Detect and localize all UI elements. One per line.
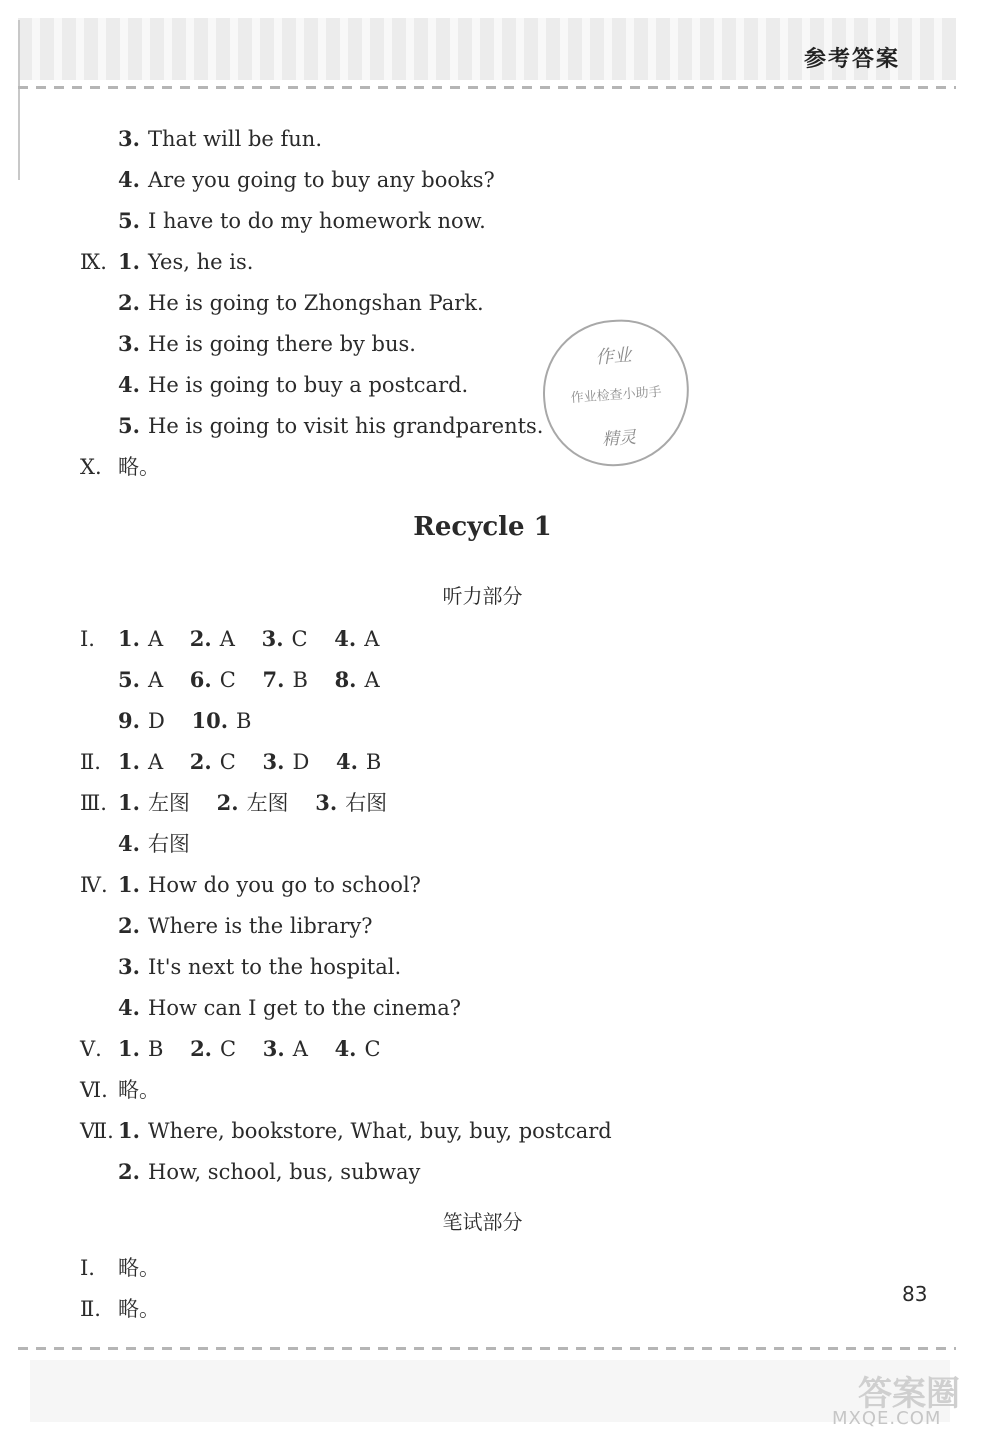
item-answer: 右图 — [345, 791, 388, 815]
answer-line — [118, 372, 468, 398]
item-text: How, school, bus, subway — [148, 1160, 421, 1184]
answer-line — [118, 954, 401, 980]
item-number: 4. — [334, 1036, 357, 1061]
section-number-l7: Ⅶ. — [80, 1119, 114, 1143]
answer-row — [118, 626, 399, 652]
section-number-l1: Ⅰ. — [80, 627, 95, 651]
item-number: 2. — [216, 790, 239, 815]
item-number: 2. — [118, 290, 140, 315]
item-number: 8. — [334, 667, 357, 692]
item-number: 3. — [118, 331, 140, 356]
item-text: Where is the library? — [148, 914, 373, 938]
item-text: I have to do my homework now. — [148, 209, 486, 233]
item-number: 1. — [118, 626, 140, 651]
item-text: Yes, he is. — [148, 250, 254, 274]
stamp-bottom-text: 精灵 — [601, 427, 637, 451]
item-text: He is going to buy a postcard. — [148, 373, 469, 397]
answer-line — [118, 913, 373, 939]
footer-divider — [18, 1347, 956, 1350]
item-text: He is going to visit his grandparents. — [148, 414, 544, 438]
answer-row — [118, 790, 407, 816]
stamp-middle-text: 作业检查小助手 — [570, 384, 663, 407]
footer-band — [30, 1360, 950, 1422]
item-text: He is going there by bus. — [148, 332, 416, 356]
item-answer: A — [147, 750, 164, 774]
item-answer: A — [219, 627, 235, 651]
item-answer: 右图 — [147, 832, 190, 856]
answer-line — [118, 290, 484, 316]
answer-line — [118, 413, 543, 439]
item-answer: D — [147, 709, 165, 733]
section-number-w2: Ⅱ. — [80, 1297, 101, 1321]
item-answer: A — [147, 668, 164, 692]
section-number-l2: Ⅱ. — [80, 750, 101, 774]
section-number-l6: Ⅵ. — [80, 1078, 108, 1102]
item-number: 1. — [118, 872, 140, 897]
item-number: 3. — [261, 626, 284, 651]
listening-title: 听力部分 — [442, 584, 523, 608]
item-number: 5. — [118, 667, 140, 692]
item-answer: C — [291, 627, 308, 651]
item-answer: B — [147, 1037, 164, 1061]
section-number-l4: Ⅳ. — [80, 873, 108, 897]
item-answer: B — [236, 709, 252, 733]
item-answer: C — [220, 1037, 237, 1061]
item-number: 2. — [190, 1036, 212, 1061]
item-text: He is going to Zhongshan Park. — [148, 291, 484, 315]
section-title: Recycle 1 — [413, 512, 552, 542]
item-text: How can I get to the cinema? — [148, 996, 461, 1020]
watermark-url: MXQE.COM — [832, 1408, 942, 1429]
item-number: 4. — [118, 372, 140, 397]
item-number: 4. — [118, 995, 140, 1020]
item-number: 5. — [118, 413, 140, 438]
answer-line — [118, 331, 416, 357]
answer-line — [118, 249, 253, 275]
answer-row — [118, 1036, 401, 1062]
item-text: Are you going to buy any books? — [148, 168, 495, 192]
item-number: 3. — [118, 954, 140, 979]
item-number: 1. — [118, 249, 140, 274]
page-number: 83 — [902, 1282, 928, 1306]
answer-row — [118, 708, 271, 734]
answer-line — [118, 126, 322, 152]
item-text: It's next to the hospital. — [148, 955, 402, 979]
stamp-top-text: 作业 — [594, 344, 633, 369]
item-number: 4. — [118, 831, 140, 856]
item-number: 7. — [262, 667, 285, 692]
section-number-l5: Ⅴ. — [80, 1037, 102, 1061]
item-answer: 左图 — [147, 791, 190, 815]
watermark-logo: 答案圈 — [858, 1374, 960, 1414]
item-number: 2. — [118, 1159, 140, 1184]
section-l6-answer: 略。 — [118, 1078, 160, 1102]
item-answer: 左图 — [246, 791, 289, 815]
section-number-l3: Ⅲ. — [80, 791, 107, 815]
answer-row — [118, 831, 210, 857]
item-answer: C — [219, 750, 236, 774]
section-w2-answer: 略。 — [118, 1297, 160, 1321]
item-number: 3. — [262, 749, 285, 774]
header-title: 参考答案 — [803, 47, 900, 72]
item-answer: A — [364, 627, 380, 651]
item-number: 1. — [118, 749, 140, 774]
section-w1-answer: 略。 — [118, 1256, 160, 1280]
item-number: 9. — [118, 708, 140, 733]
writing-title: 笔试部分 — [442, 1210, 523, 1234]
section-number-ix: Ⅸ. — [80, 250, 107, 274]
item-answer: A — [292, 1037, 308, 1061]
item-text: That will be fun. — [148, 127, 323, 151]
stamp-seal — [538, 315, 694, 471]
item-text: Where, bookstore, What, buy, buy, postcard — [148, 1119, 612, 1143]
item-answer: A — [147, 627, 164, 651]
item-text: How do you go to school? — [148, 873, 421, 897]
item-number: 2. — [118, 913, 140, 938]
item-number: 4. — [118, 167, 140, 192]
item-number: 3. — [262, 1036, 285, 1061]
answer-line — [118, 167, 495, 193]
item-answer: C — [219, 668, 236, 692]
item-number: 10. — [191, 708, 229, 733]
margin-rule — [18, 20, 20, 180]
item-number: 3. — [118, 126, 140, 151]
item-answer: B — [365, 750, 382, 774]
answer-line — [118, 995, 461, 1021]
item-number: 1. — [118, 1036, 140, 1061]
answer-line — [118, 1118, 612, 1144]
section-number-w1: Ⅰ. — [80, 1256, 95, 1280]
item-number: 2. — [189, 749, 212, 774]
item-number: 3. — [315, 790, 338, 815]
item-number: 4. — [335, 749, 358, 774]
item-answer: D — [292, 750, 310, 774]
answer-line — [118, 872, 421, 898]
item-answer: C — [364, 1037, 381, 1061]
answer-line — [118, 1159, 420, 1185]
answer-row — [118, 749, 401, 775]
item-number: 5. — [118, 208, 140, 233]
answer-line — [118, 208, 486, 234]
item-answer: B — [292, 668, 308, 692]
section-x-answer: 略。 — [118, 455, 160, 479]
section-number-x: Ⅹ. — [80, 455, 102, 479]
item-number: 1. — [118, 790, 140, 815]
item-number: 6. — [189, 667, 212, 692]
item-answer: A — [364, 668, 380, 692]
item-number: 4. — [334, 626, 357, 651]
item-number: 1. — [118, 1118, 140, 1143]
answer-row — [118, 667, 400, 693]
item-number: 2. — [189, 626, 212, 651]
header-divider — [18, 86, 956, 89]
